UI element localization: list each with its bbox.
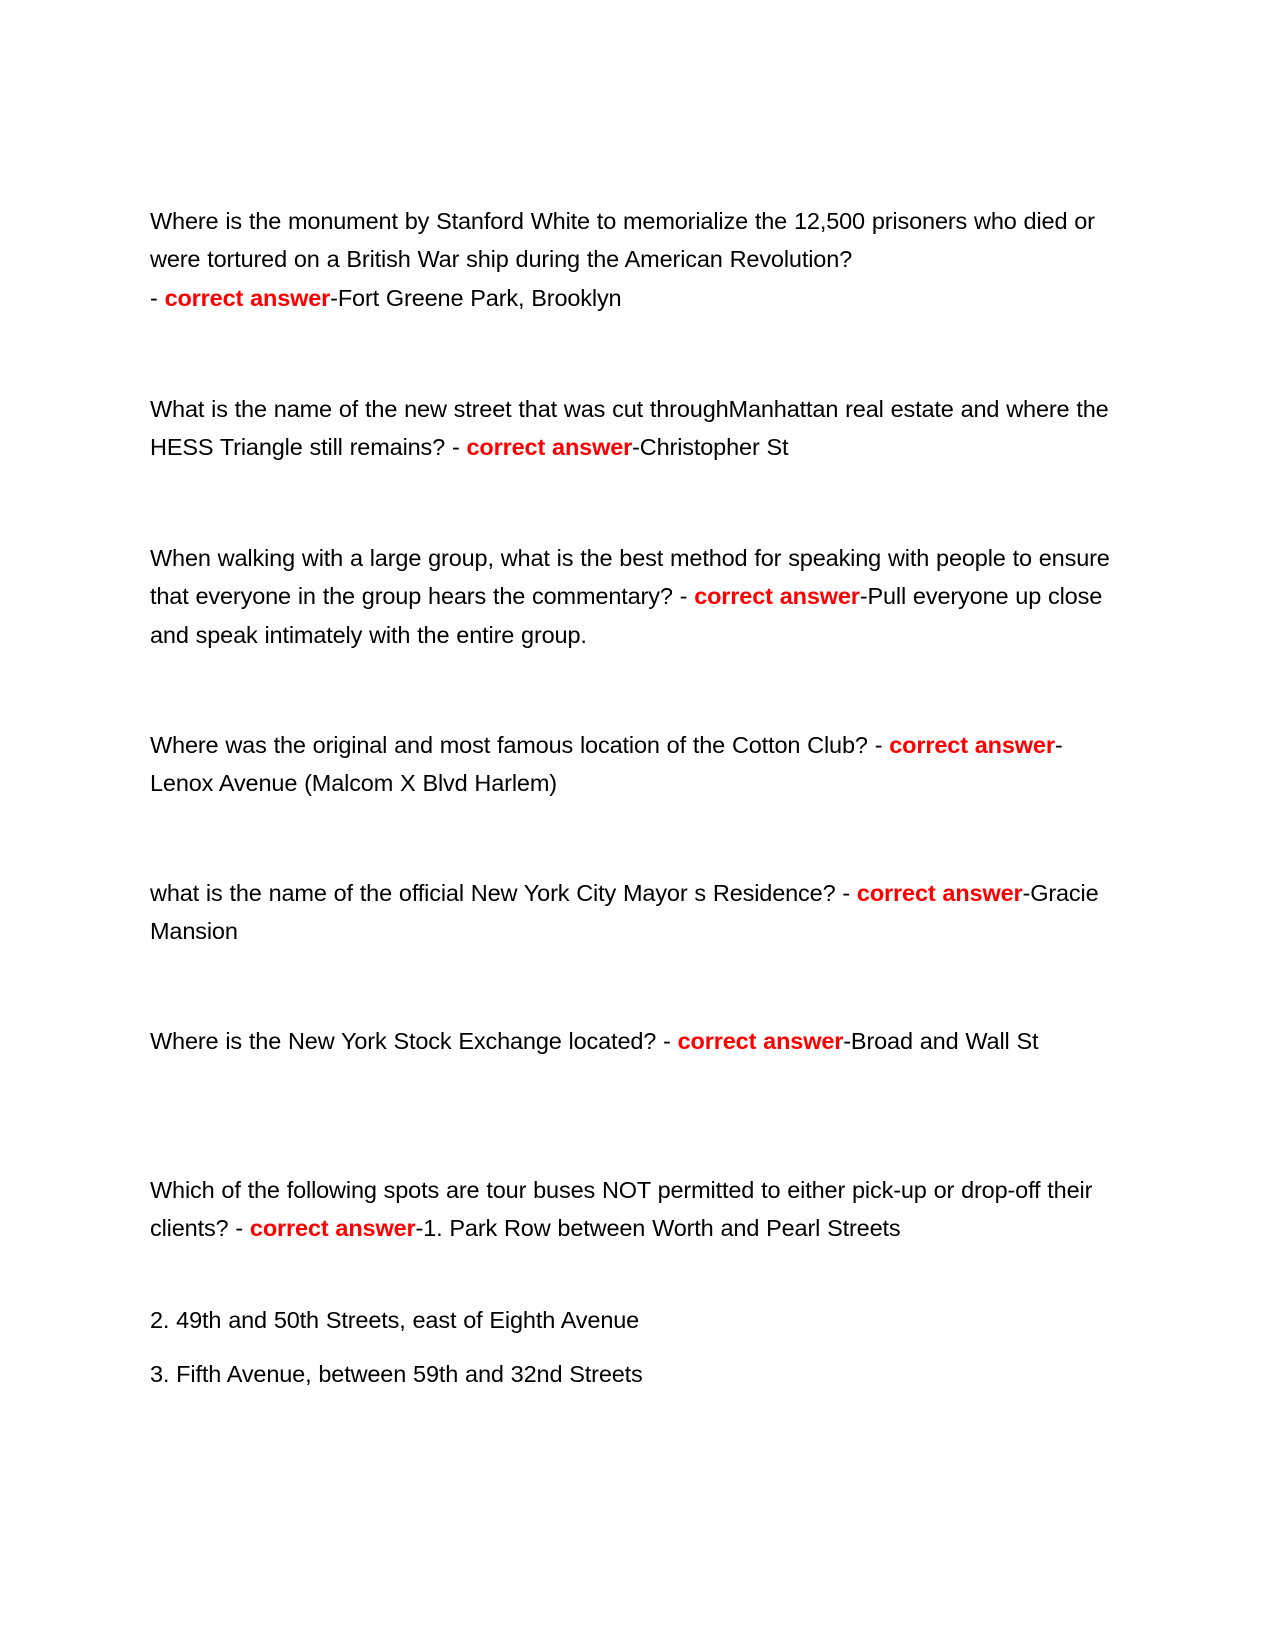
qa-item-7: [150, 1171, 1125, 1248]
answer-text: -1. Park Row between Worth and Pearl Streets: [415, 1215, 901, 1242]
answer-text: -Fort Greene Park, Brooklyn: [330, 284, 622, 311]
list-item-3: 3. Fifth Avenue, between 59th and 32nd Streets: [150, 1361, 643, 1387]
qa-item-5: [150, 874, 1125, 951]
separator: -: [672, 583, 695, 610]
qa-item-3: [150, 539, 1125, 654]
qa-item-2: [150, 390, 1125, 467]
correct-answer-label: correct answer: [466, 434, 633, 461]
answer-text: -Lenox Avenue (Malcom X Blvd Harlem): [150, 732, 1063, 797]
answer-text: -Gracie Mansion: [150, 880, 1099, 945]
question-text: Which of the following spots are tour buses NOT permitted to either pick-up or drop-off their clients?: [150, 1177, 1093, 1242]
correct-answer-label: correct answer: [677, 1028, 844, 1054]
qa-item-1: [150, 202, 1125, 317]
correct-answer-label: correct answer: [856, 880, 1023, 906]
correct-answer-label: correct answer: [694, 583, 860, 610]
separator: -: [228, 1215, 250, 1242]
question-text: When walking with a large group, what is the best method for speaking with people to ensure that everyone in the group hears the commentary?: [150, 545, 1110, 610]
separator: -: [445, 434, 467, 461]
qa-item-6: [150, 1022, 1125, 1060]
answer-text: -Christopher St: [632, 434, 789, 461]
question-text: Where is the New York Stock Exchange located?: [150, 1028, 657, 1054]
correct-answer-label: correct answer: [249, 1215, 416, 1242]
question-text: Where is the monument by Stanford White to memorialize the 12,500 prisoners who died or were tortured on a British War ship during the American Revolution?: [150, 208, 1095, 273]
separator: -: [656, 1028, 678, 1054]
correct-answer-label: correct answer: [164, 284, 331, 311]
answer-text: -Broad and Wall St: [843, 1028, 1039, 1054]
list-item-2: 2. 49th and 50th Streets, east of Eighth Avenue: [150, 1307, 640, 1333]
separator: -: [150, 284, 165, 311]
qa-item-4: [150, 726, 1125, 803]
separator: -: [867, 732, 890, 758]
question-text: What is the name of the new street that was cut throughManhattan real estate and where the HESS Triangle still remains?: [150, 396, 1109, 461]
separator: -: [835, 880, 857, 906]
answer-text: -Pull everyone up close and speak intimately with the entire group.: [150, 583, 1103, 648]
correct-answer-label: correct answer: [889, 732, 1055, 758]
question-text: what is the name of the official New York City Mayor s Residence?: [150, 880, 836, 906]
question-text: Where was the original and most famous location of the Cotton Club?: [150, 732, 868, 758]
